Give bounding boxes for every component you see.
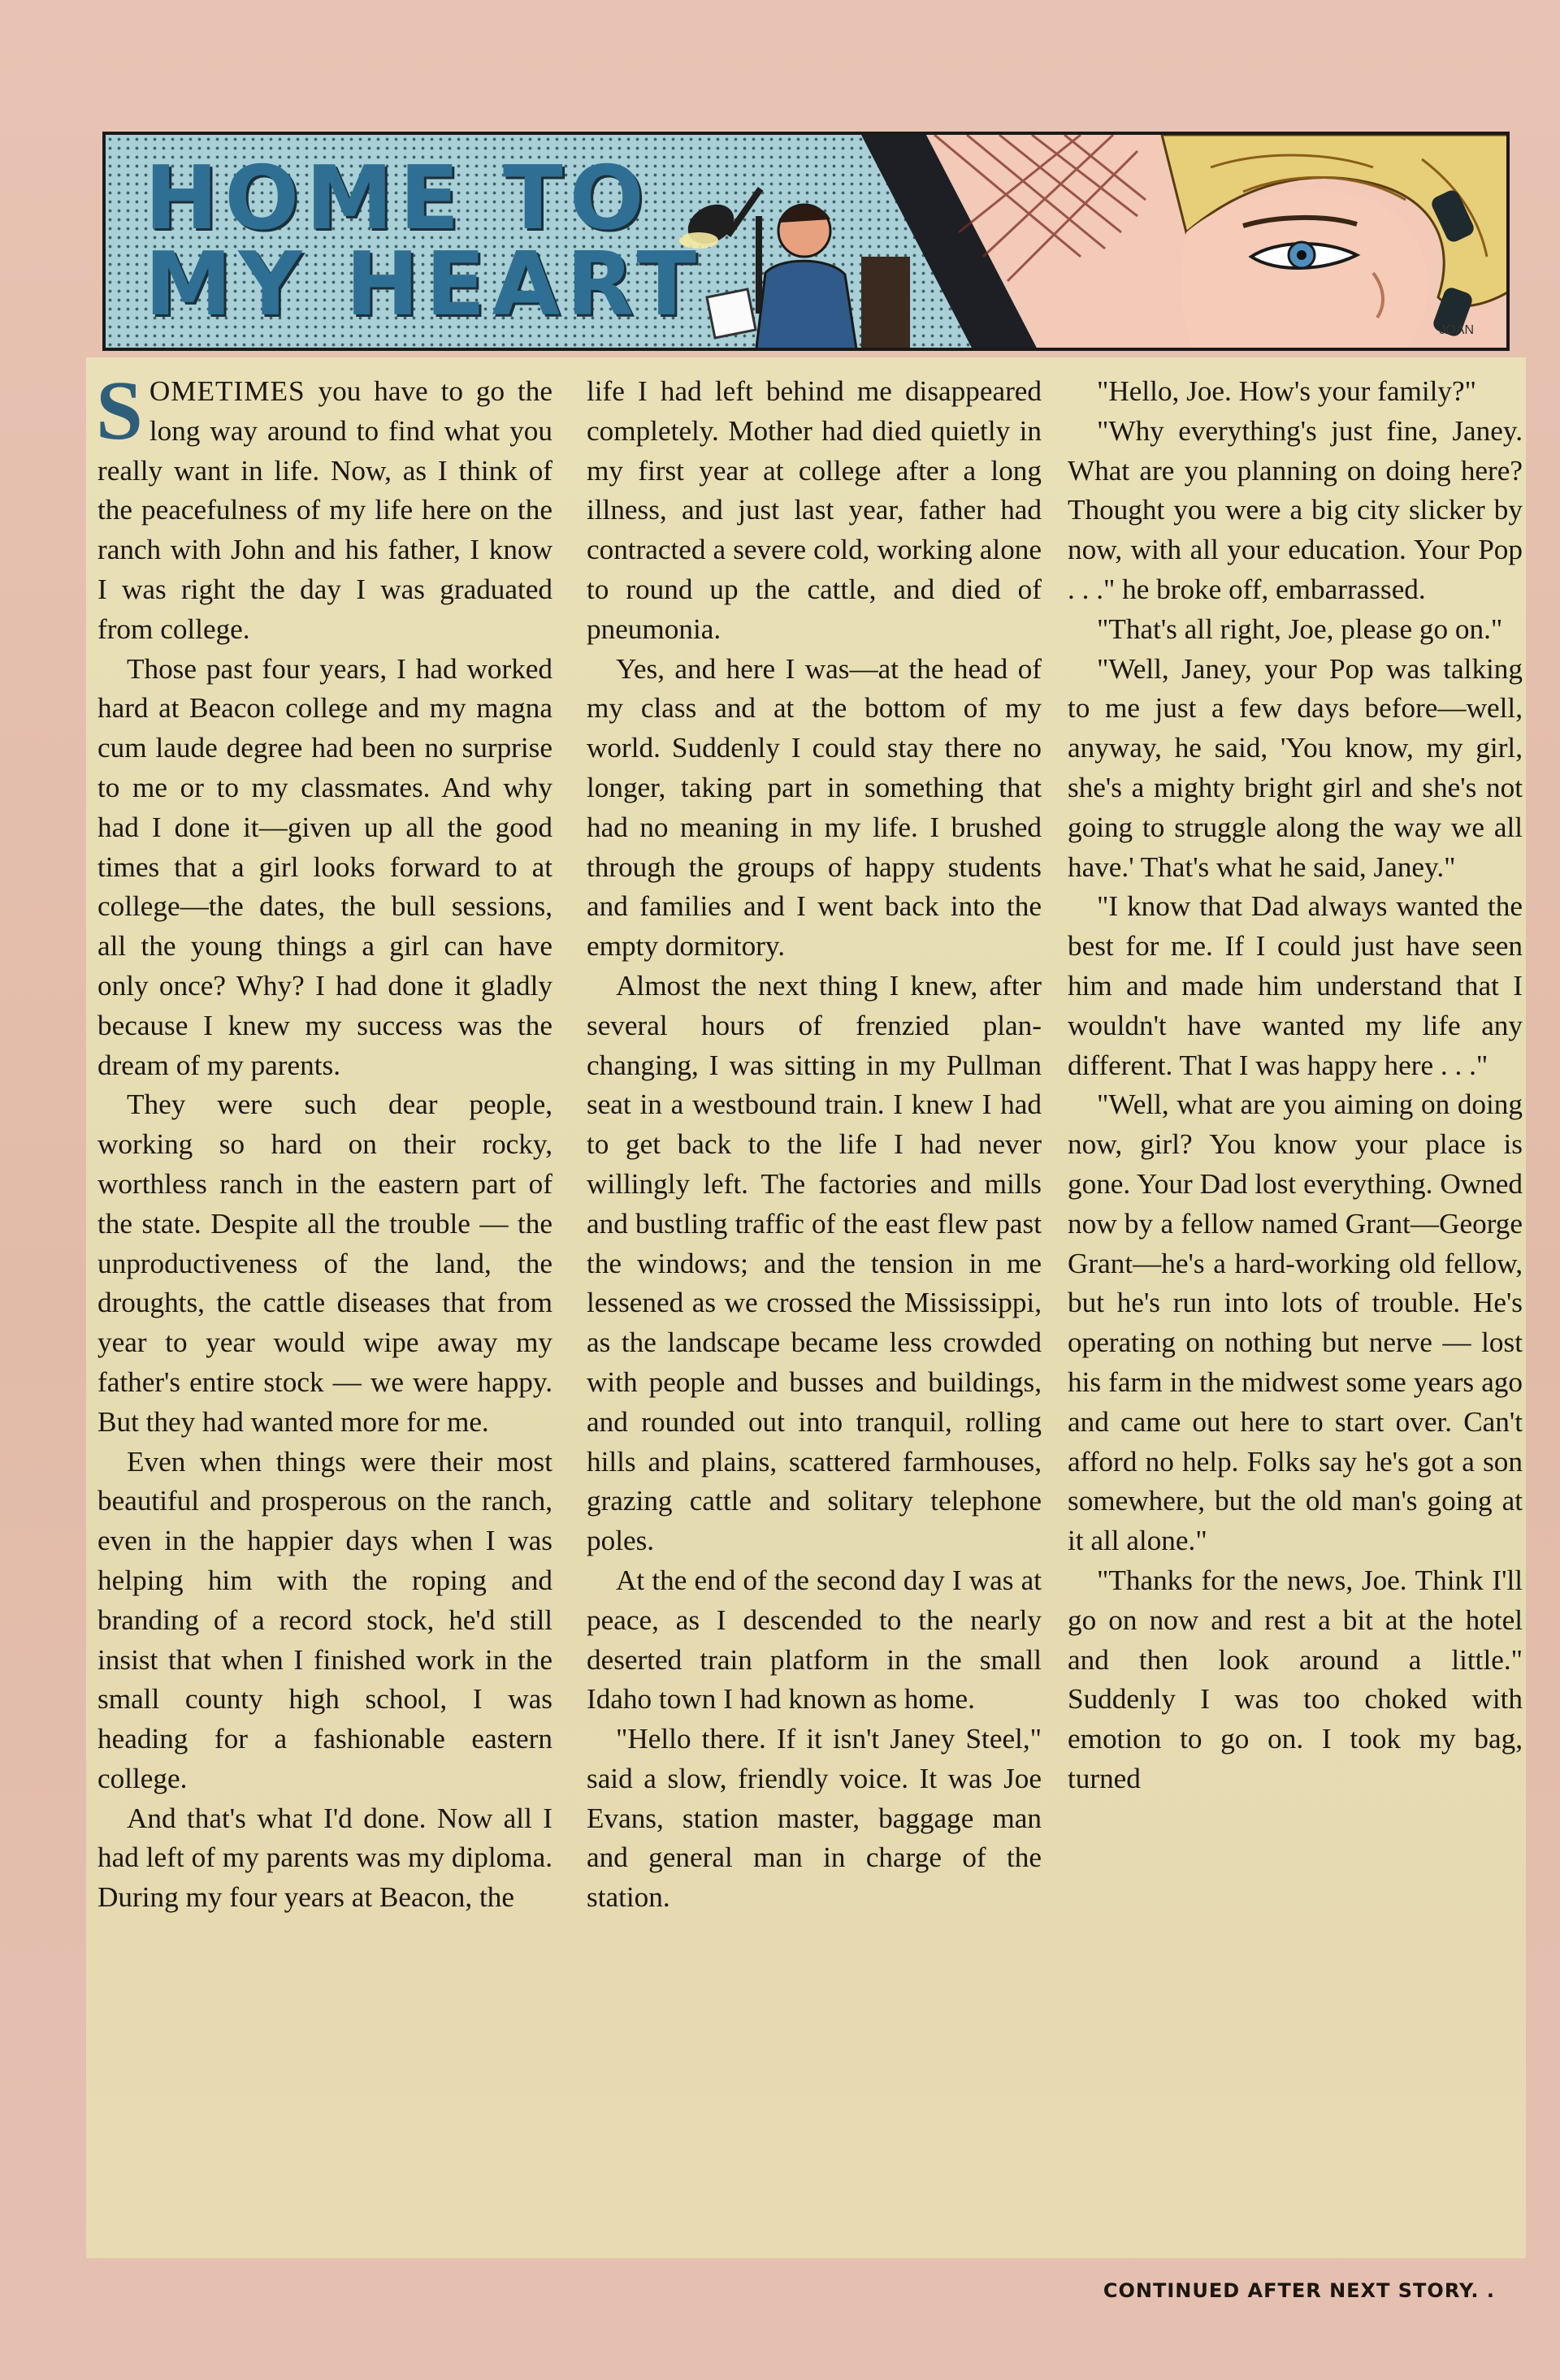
paragraph: "Well, Janey, your Pop was talking to me just a few days before—well, anyway, he said, 'You know, my girl, she's a mighty bright girl and she's not going to struggle along the way we all have.' That's what he said, Janey." <box>1068 652 1523 883</box>
paragraph: They were such dear people, working so hard on their rocky, worthless ranch in the eastern part of the state. Despite all the trouble — the unproductiveness of the land, the droughts, the cattle diseases that from year to year would wipe away my father's entire stock — we were happy. But they had wanted more for me. <box>98 1088 552 1438</box>
artist-signature: JOAN <box>1439 323 1474 337</box>
paragraph: Even when things were their most beautiful and prosperous on the ranch, even in the happier days when I was helping him with the roping and branding of a record stock, he'd still insist that when I finished work in the small county high school, I was heading for a fashionable eastern college. <box>98 1445 552 1794</box>
continued-note: CONTINUED AFTER NEXT STORY. . <box>1103 2279 1495 2302</box>
paragraph: "That's all right, Joe, please go on." <box>1097 612 1503 645</box>
text-column-2 <box>587 372 1042 1918</box>
paragraph: Yes, and here I was—at the head of my class and at the bottom of my world. Suddenly I could stay there no longer, taking part in something that had no meaning in my life. I brushed through the groups of happy students and families and I went back into the empty dormitory. <box>587 652 1042 963</box>
paragraph: "Hello, Joe. How's your family?" <box>1097 375 1477 407</box>
paragraph: "Hello there. If it isn't Janey Steel," said a slow, friendly voice. It was Joe Evans, station master, baggage man and general man in charge of the station. <box>587 1723 1042 1914</box>
paragraph: Those past four years, I had worked hard at Beacon college and my magna cum laude degree had been no surprise to me or to my classmates. And why had I done it—given up all the good times that a girl looks forward to at college—the dates, the bull sessions, all the young things a girl can have only once? Why? I had done it gladly because I knew my success was the dream of my parents. <box>98 652 552 1081</box>
drop-cap: S <box>96 364 143 457</box>
paragraph: "Thanks for the news, Joe. Think I'll go on now and rest a bit at the hotel and then look around a little." Suddenly I was too choked with emotion to go on. I took my bag, turned <box>1068 1564 1523 1794</box>
text-column-3 <box>1068 372 1523 1799</box>
title-line-2: MY HEART <box>145 234 704 335</box>
paragraph-text: you have to go the long way around to find what you really want in life. Now, as I think of the peacefulness of my life here on the ranch with John and his father, I know I was right the day I was graduated from college. <box>98 375 553 645</box>
title-line-1: HOME TO <box>145 148 651 249</box>
paragraph: "Well, what are you aiming on doing now, girl? You know your place is gone. Your Dad lost everything. Owned now by a fellow named Grant—George Grant—he's a hard-working old fellow, but he's run into lots of trouble. He's operating on nothing but nerve — lost his farm in the midwest some years ago and came out here to start over. Can't afford no help. Folks say he's got a son somewhere, but the old man's going at it all alone." <box>1068 1088 1523 1557</box>
paragraph: And that's what I'd done. Now all I had left of my parents was my diploma. During my four years at Beacon, the <box>98 1802 552 1914</box>
paragraph: "I know that Dad always wanted the best for me. If I could just have seen him and made him understand that I wouldn't have wanted my life any different. That I was happy here . . ." <box>1068 890 1523 1081</box>
story-title <box>145 148 811 335</box>
woman-face <box>1181 190 1428 351</box>
paragraph: Almost the next thing I knew, after several hours of frenzied plan-changing, I was sitting in my Pullman seat in a westbound train. I knew I had to get back to the life I had never willingly left. The factories and mills and bustling traffic of the east flew past the windows; and the tension in me lessened as we crossed the Mississippi, as the landscape became less crowded with people and busses and buildings, and rounded out into tranquil, rolling hills and plains, scattered farmhouses, grazing cattle and solitary telephone poles. <box>587 969 1042 1557</box>
story-body <box>86 357 1526 2258</box>
title-banner <box>102 132 1510 351</box>
paragraph: At the end of the second day I was at peace, as I descended to the nearly deserted train platform in the small Idaho town I had known as home. <box>587 1564 1042 1716</box>
text-column-1 <box>96 364 553 1918</box>
paragraph: life I had left behind me disappeared completely. Mother had died quietly in my first year at college after a long illness, and just last year, father had contracted a severe cold, working alone to round up the cattle, and died of pneumonia. <box>587 375 1042 645</box>
paragraph <box>96 364 553 650</box>
paragraph: "Why everything's just fine, Janey. What are you planning on doing here? Thought you were a big city slicker by now, with all your education. Your Pop . . ." he broke off, embarrassed. <box>1068 414 1523 605</box>
lead-word: OMETIMES <box>149 375 306 407</box>
